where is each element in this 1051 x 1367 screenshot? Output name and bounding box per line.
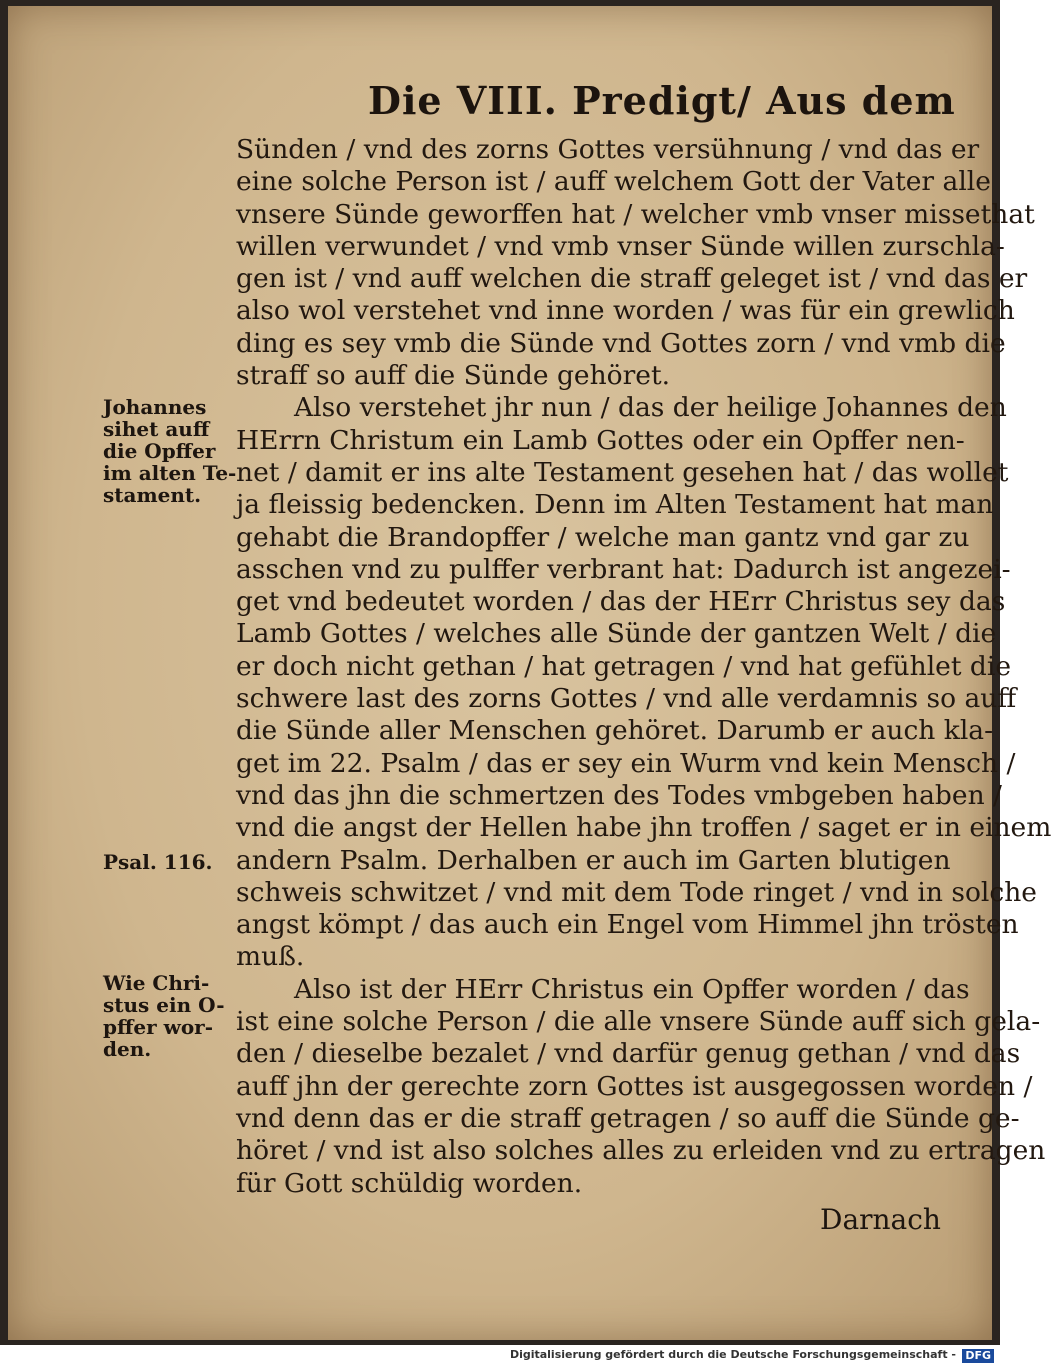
text-line: gehabt die Brandopffer / welche man gantz vnd gar zu bbox=[236, 521, 970, 553]
text-line: Lamb Gottes / welches alle Sünde der gantzen Welt / die bbox=[236, 618, 997, 650]
text-line: get vnd bedeutet worden / das der HErr Christus sey das bbox=[236, 586, 1006, 618]
text-line: die Sünde aller Menschen gehöret. Darumb er auch kla- bbox=[236, 715, 994, 747]
body-text bbox=[236, 134, 1051, 1200]
text-line: asschen vnd zu pulffer verbrant hat: Dadurch ist angezei- bbox=[236, 553, 1011, 585]
text-line: schweis schwitzet / vnd mit dem Tode ringet / vnd in solche bbox=[236, 876, 1037, 908]
margin-note-psalm bbox=[103, 851, 233, 873]
text-line: straff so auff die Sünde gehöret. bbox=[236, 360, 671, 392]
text-line: eine solche Person ist / auff welchem Gott der Vater alle bbox=[236, 166, 991, 198]
text-line: angst kömpt / das auch ein Engel vom Himmel jhn trösten bbox=[236, 909, 1019, 941]
margin-note-line: stus ein O- bbox=[103, 993, 225, 1017]
text-line: get im 22. Psalm / das er sey ein Wurm vnd kein Mensch / bbox=[236, 747, 1016, 779]
text-line: Sünden / vnd des zorns Gottes versühnung / vnd das er bbox=[236, 134, 980, 165]
text-line: für Gott schüldig worden. bbox=[236, 1167, 583, 1199]
text-line: vnsere Sünde geworffen hat / welcher vmb vnser missethat bbox=[236, 198, 1035, 230]
text-line: ding es sey vmb die Sünde vnd Gottes zorn / vnd vmb die bbox=[236, 327, 1006, 359]
margin-note-line: Psal. 116. bbox=[103, 850, 213, 874]
margin-note-line: die Opffer bbox=[103, 439, 216, 463]
text-line: ist eine solche Person / die alle vnsere Sünde auff sich gela- bbox=[236, 1006, 1041, 1038]
text-line: net / damit er ins alte Testament gesehen hat / das wollet bbox=[236, 456, 1009, 488]
funding-notice: Digitalisierung gefördert durch die Deutsche Forschungsgemeinschaft - bbox=[509, 1348, 956, 1361]
margin-note-line: Wie Chri- bbox=[103, 971, 210, 995]
margin-note-line: pffer wor- bbox=[103, 1015, 214, 1039]
text-line: vnd denn das er die straff getragen / so auff die Sünde ge- bbox=[236, 1102, 1020, 1134]
book-page bbox=[8, 6, 1051, 1340]
text-line: den / dieselbe bezalet / vnd darfür genug gethan / vnd das bbox=[236, 1038, 1021, 1070]
text-line: also wol verstehet vnd inne worden / was für ein grewlich bbox=[236, 295, 1015, 327]
text-line: HErrn Christum ein Lamb Gottes oder ein Opffer nen- bbox=[236, 424, 965, 456]
text-line: er doch nicht gethan / hat getragen / vnd hat gefühlet die bbox=[236, 650, 1012, 682]
margin-note-johannes bbox=[103, 395, 237, 507]
text-line: vnd die angst der Hellen habe jhn troffen / saget er in einem bbox=[236, 812, 1051, 844]
text-line: gen ist / vnd auff welchen die straff geleget ist / vnd das er bbox=[236, 263, 1028, 295]
catchword: Darnach bbox=[820, 1203, 941, 1236]
text-line: ja fleissig bedencken. Denn im Alten Testament hat man bbox=[236, 489, 994, 521]
margin-note-christus bbox=[103, 972, 233, 1060]
text-line: vnd das jhn die schmertzen des Todes vmbgeben haben / bbox=[236, 779, 1002, 811]
margin-note-line: Johannes bbox=[103, 395, 207, 419]
dfg-logo: DFG bbox=[962, 1349, 994, 1363]
text-line: willen verwundet / vnd vmb vnser Sünde willen zurschla- bbox=[236, 230, 1005, 262]
text-line: andern Psalm. Derhalben er auch im Garten blutigen bbox=[236, 844, 951, 876]
text-line: höret / vnd ist also solches alles zu erleiden vnd zu ertragen bbox=[236, 1135, 1046, 1167]
margin-note-line: sihet auff bbox=[103, 417, 210, 441]
text-line: muß. bbox=[236, 941, 305, 973]
text-line: auff jhn der gerechte zorn Gottes ist ausgegossen worden / bbox=[236, 1070, 1033, 1102]
text-line: schwere last des zorns Gottes / vnd alle verdamnis so auff bbox=[236, 683, 1017, 715]
text-line: Also ist der HErr Christus ein Opffer worden / das bbox=[294, 973, 970, 1005]
margin-note-line: stament. bbox=[103, 483, 202, 507]
text-line: Also verstehet jhr nun / das der heilige Johannes den bbox=[294, 392, 1007, 424]
footer-bar bbox=[0, 1345, 1000, 1367]
margin-note-line: im alten Te- bbox=[103, 461, 237, 485]
margin-note-line: den. bbox=[103, 1037, 152, 1061]
running-header: Die VIII. Predigt/ Aus dem bbox=[368, 78, 956, 123]
